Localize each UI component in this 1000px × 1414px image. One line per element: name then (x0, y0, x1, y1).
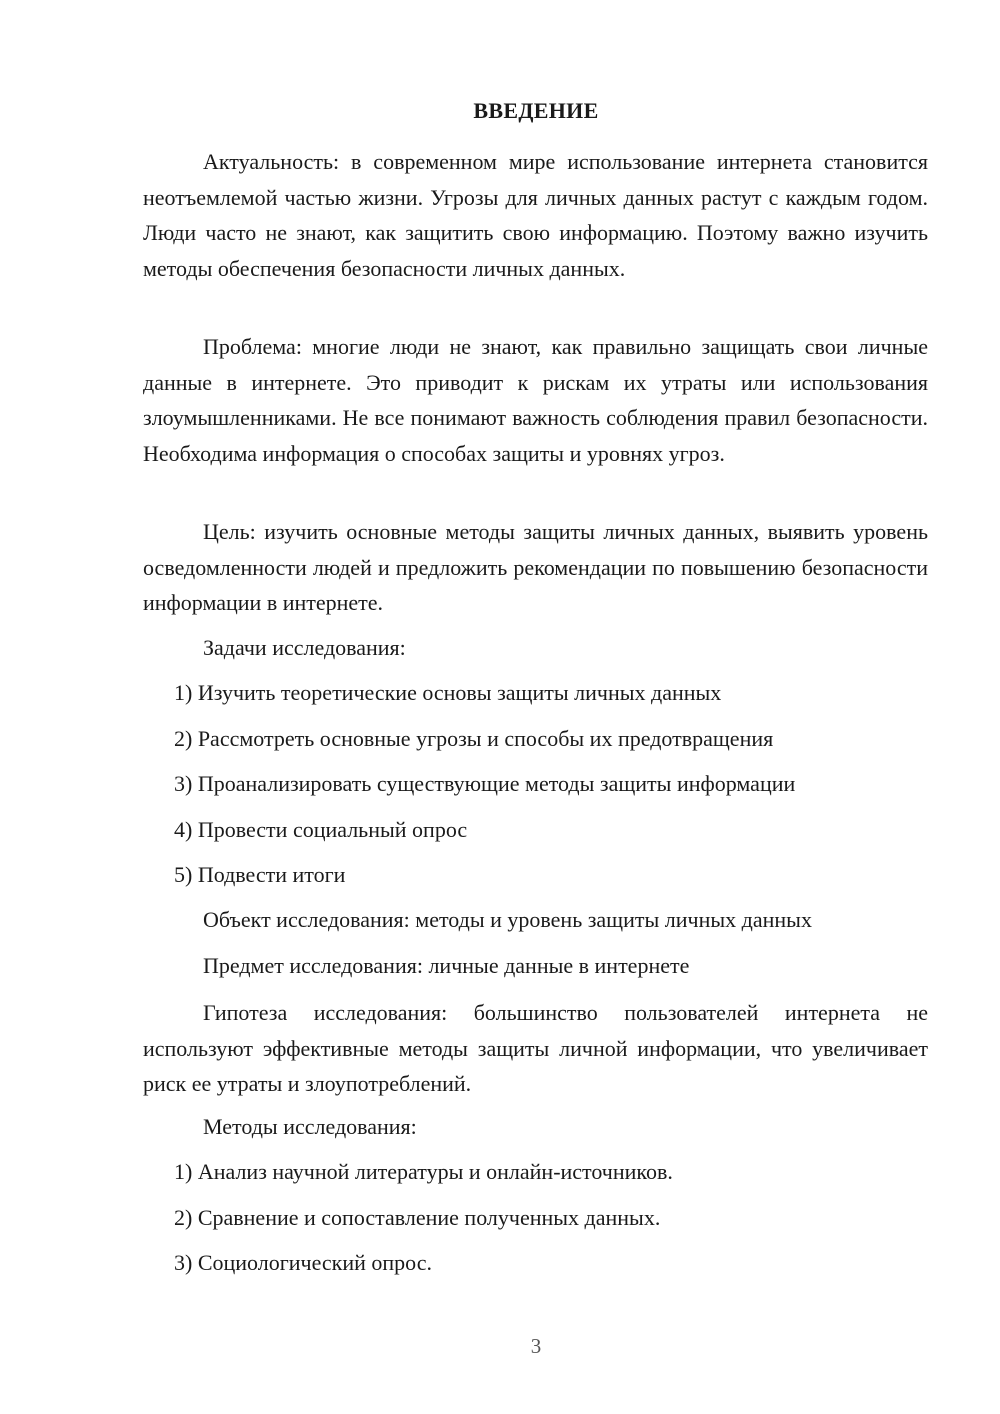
hypothesis-paragraph: Гипотеза исследования: большинство пользователей интернета не используют эффективные методы защиты личной информации, что увеличивает риск ее утраты и злоупотреблений. (143, 1000, 928, 1096)
method-item: 3) Социологический опрос. (174, 1250, 432, 1275)
task-item: 3) Проанализировать существующие методы защиты информации (174, 771, 796, 796)
problem-paragraph: Проблема: многие люди не знают, как правильно защищать свои личные данные в интернете. Это приводит к рискам их утраты или использования злоумышленниками. Не все понимают важность соблюдения правил безопасности. Необходима информация о способах защиты и уровнях угроз. (143, 334, 928, 466)
methods-title: Методы исследования: (203, 1114, 417, 1139)
research-subject: Предмет исследования: личные данные в интернете (203, 953, 690, 978)
section-heading: ВВЕДЕНИЕ (473, 98, 599, 123)
method-item: 2) Сравнение и сопоставление полученных данных. (174, 1205, 661, 1230)
method-item: 1) Анализ научной литературы и онлайн-источников. (174, 1159, 673, 1184)
tasks-title: Задачи исследования: (203, 635, 406, 660)
task-item: 4) Провести социальный опрос (174, 817, 468, 842)
task-item: 1) Изучить теоретические основы защиты личных данных (174, 680, 722, 705)
goal-paragraph: Цель: изучить основные методы защиты личных данных, выявить уровень осведомленности людей и предложить рекомендации по повышению безопасности информации в интернете. (143, 519, 928, 615)
relevance-paragraph: Актуальность: в современном мире использование интернета становится неотъемлемой частью жизни. Угрозы для личных данных растут с каждым годом. Люди часто не знают, как защитить свою информацию. Поэтому важно изучить методы обеспечения безопасности личных данных. (143, 149, 928, 281)
task-item: 2) Рассмотреть основные угрозы и способы их предотвращения (174, 726, 774, 751)
research-object: Объект исследования: методы и уровень защиты личных данных (203, 907, 812, 932)
task-item: 5) Подвести итоги (174, 862, 346, 887)
page-number: 3 (530, 1334, 542, 1358)
